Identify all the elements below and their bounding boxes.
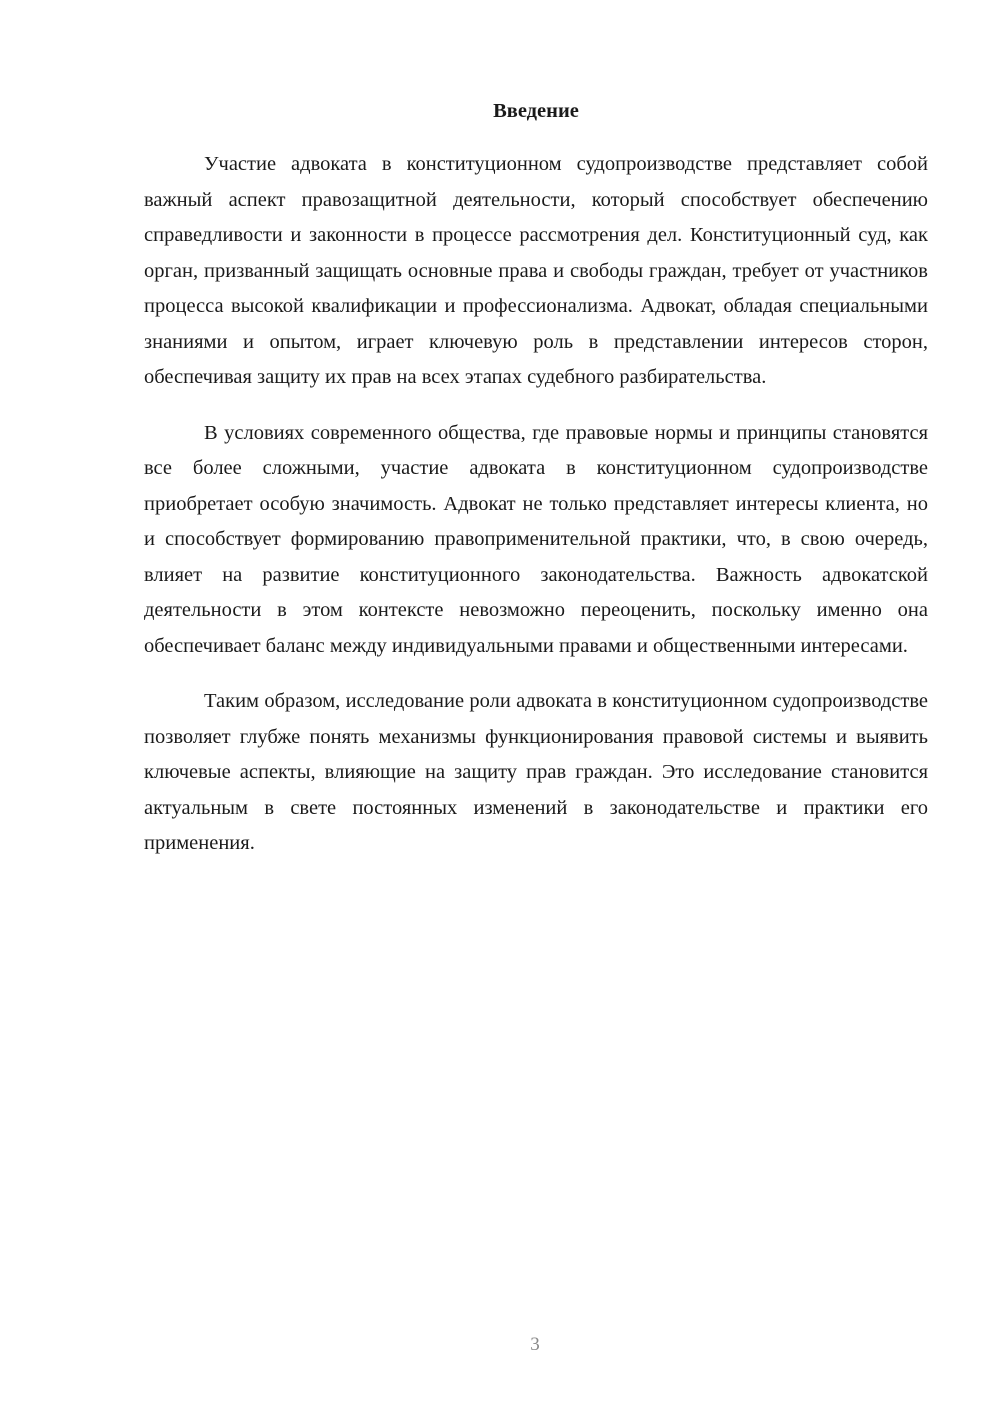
page-content bbox=[144, 96, 928, 882]
page-number: 3 bbox=[530, 1334, 540, 1355]
section-title: Введение bbox=[493, 100, 579, 122]
paragraph: Таким образом, исследование роли адвоката в конституционном судопроизводстве позволяет глубже понять механизмы функционирования правовой системы и выявить ключевые аспекты, влияющие на защиту прав граждан. Это исследование становится актуальным в свете постоянных изменений в законодательстве и практики его применения. bbox=[144, 690, 928, 854]
paragraph: В условиях современного общества, где правовые нормы и принципы становятся все более сложными, участие адвоката в конституционном судопроизводстве приобретает особую значимость. Адвокат не только представляет интересы клиента, но и способствует формированию правоприменительной практики, что, в свою очередь, влияет на развитие конституционного законодательства. Важность адвокатской деятельности в этом контексте невозможно переоценить, поскольку именно она обеспечивает баланс между индивидуальными правами и общественными интересами. bbox=[144, 421, 928, 657]
paragraph: Участие адвоката в конституционном судопроизводстве представляет собой важный аспект правозащитной деятельности, который способствует обеспечению справедливости и законности в процессе рассмотрения дел. Конституционный суд, как орган, призванный защищать основные права и свободы граждан, требует от участников процесса высокой квалификации и профессионализма. Адвокат, обладая специальными знаниями и опытом, играет ключевую роль в представлении интересов сторон, обеспечивая защиту их прав на всех этапах судебного разбирательства. bbox=[144, 153, 928, 388]
